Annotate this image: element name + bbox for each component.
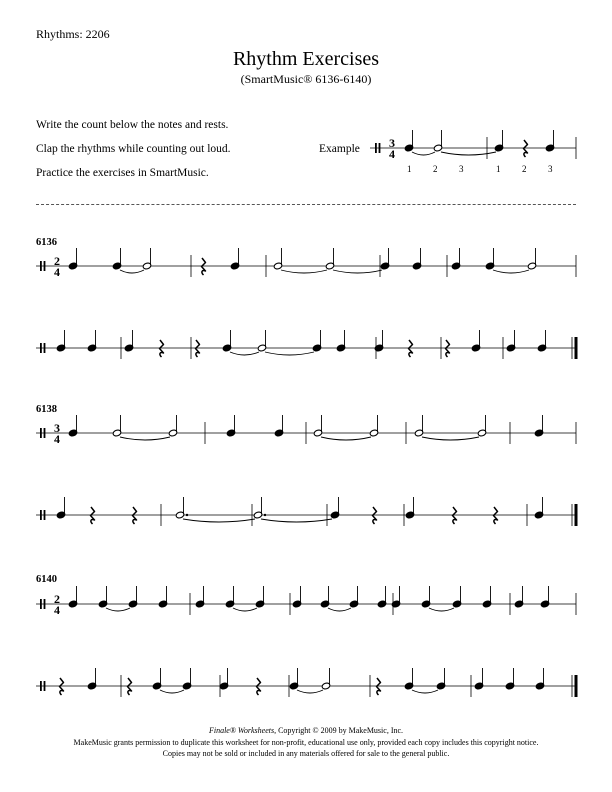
example-count: 1 bbox=[496, 164, 501, 174]
quarter-rest bbox=[133, 507, 137, 524]
tie bbox=[183, 519, 255, 522]
tie bbox=[321, 437, 371, 440]
quarter-rest bbox=[60, 678, 64, 695]
quarter-rest bbox=[446, 340, 450, 357]
tie bbox=[441, 152, 496, 155]
tie bbox=[281, 270, 327, 273]
worksheet-code: Rhythms: 2206 bbox=[36, 27, 110, 41]
quarter-rest bbox=[202, 258, 206, 275]
final-barline bbox=[575, 675, 578, 697]
percussion-clef bbox=[40, 510, 42, 520]
exercise-label: 6138 bbox=[36, 404, 57, 415]
tie bbox=[261, 519, 332, 522]
tie bbox=[429, 608, 454, 611]
tie bbox=[120, 270, 144, 273]
percussion-clef bbox=[379, 143, 381, 153]
quarter-rest bbox=[453, 507, 457, 524]
final-barline bbox=[575, 504, 578, 526]
example-count: 3 bbox=[548, 164, 553, 174]
tie bbox=[265, 352, 314, 355]
percussion-clef bbox=[375, 143, 377, 153]
percussion-clef bbox=[40, 428, 42, 438]
time-signature-top: 3 bbox=[389, 136, 395, 150]
time-signature-bottom: 4 bbox=[389, 147, 395, 161]
footer-product: Finale® Worksheets bbox=[208, 726, 275, 735]
percussion-clef bbox=[44, 599, 46, 609]
quarter-rest bbox=[160, 340, 164, 357]
time-signature-bottom: 4 bbox=[54, 265, 60, 279]
time-signature-bottom: 4 bbox=[54, 603, 60, 617]
quarter-rest bbox=[91, 507, 95, 524]
tie bbox=[120, 437, 170, 440]
tie bbox=[422, 437, 479, 440]
exercise-label: 6136 bbox=[36, 237, 57, 248]
augmentation-dot bbox=[264, 514, 266, 516]
augmentation-dot bbox=[186, 514, 188, 516]
percussion-clef bbox=[44, 428, 46, 438]
time-signature-bottom: 4 bbox=[54, 432, 60, 446]
tie bbox=[328, 608, 351, 611]
instruction-line: Practice the exercises in SmartMusic. bbox=[36, 167, 209, 179]
quarter-rest bbox=[494, 507, 498, 524]
example-count: 1 bbox=[407, 164, 412, 174]
tie bbox=[160, 690, 184, 693]
quarter-rest bbox=[257, 678, 261, 695]
tie bbox=[333, 270, 382, 273]
exercise-label: 6140 bbox=[36, 574, 57, 585]
tie bbox=[230, 352, 259, 355]
tie bbox=[493, 270, 529, 273]
percussion-clef bbox=[40, 261, 42, 271]
percussion-clef bbox=[44, 261, 46, 271]
time-signature-top: 2 bbox=[54, 254, 60, 268]
percussion-clef bbox=[44, 343, 46, 353]
instruction-line: Write the count below the notes and rests. bbox=[36, 119, 229, 131]
example-count: 3 bbox=[459, 164, 464, 174]
footer-permission: MakeMusic grants permission to duplicate this worksheet for non-profit, educational use only, provided each copy includes this copyright notice. bbox=[73, 738, 539, 747]
tie bbox=[106, 608, 130, 611]
percussion-clef bbox=[40, 599, 42, 609]
quarter-rest bbox=[128, 678, 132, 695]
quarter-rest bbox=[377, 678, 381, 695]
footer-copyright-text: , Copyright © 2009 by MakeMusic, Inc. bbox=[274, 726, 404, 735]
percussion-clef bbox=[40, 681, 42, 691]
tie bbox=[412, 690, 438, 693]
example-count: 2 bbox=[522, 164, 527, 174]
example-count: 2 bbox=[433, 164, 438, 174]
instruction-line: Clap the rhythms while counting out loud. bbox=[36, 143, 231, 155]
percussion-clef bbox=[44, 681, 46, 691]
footer-restriction: Copies may not be sold or included in any materials offered for sale to the general public. bbox=[162, 749, 450, 758]
page-subtitle: (SmartMusic® 6136-6140) bbox=[240, 72, 372, 86]
quarter-rest bbox=[524, 140, 528, 157]
final-barline bbox=[575, 337, 578, 359]
percussion-clef bbox=[44, 510, 46, 520]
time-signature-top: 3 bbox=[54, 421, 60, 435]
quarter-rest bbox=[373, 507, 377, 524]
tie bbox=[412, 152, 435, 155]
tie bbox=[297, 690, 323, 693]
quarter-rest bbox=[196, 340, 200, 357]
tie bbox=[233, 608, 257, 611]
example-label: Example bbox=[319, 143, 360, 155]
percussion-clef bbox=[40, 343, 42, 353]
quarter-rest bbox=[409, 340, 413, 357]
page-title: Rhythm Exercises bbox=[232, 48, 380, 70]
footer-copyright bbox=[0, 726, 612, 735]
time-signature-top: 2 bbox=[54, 592, 60, 606]
